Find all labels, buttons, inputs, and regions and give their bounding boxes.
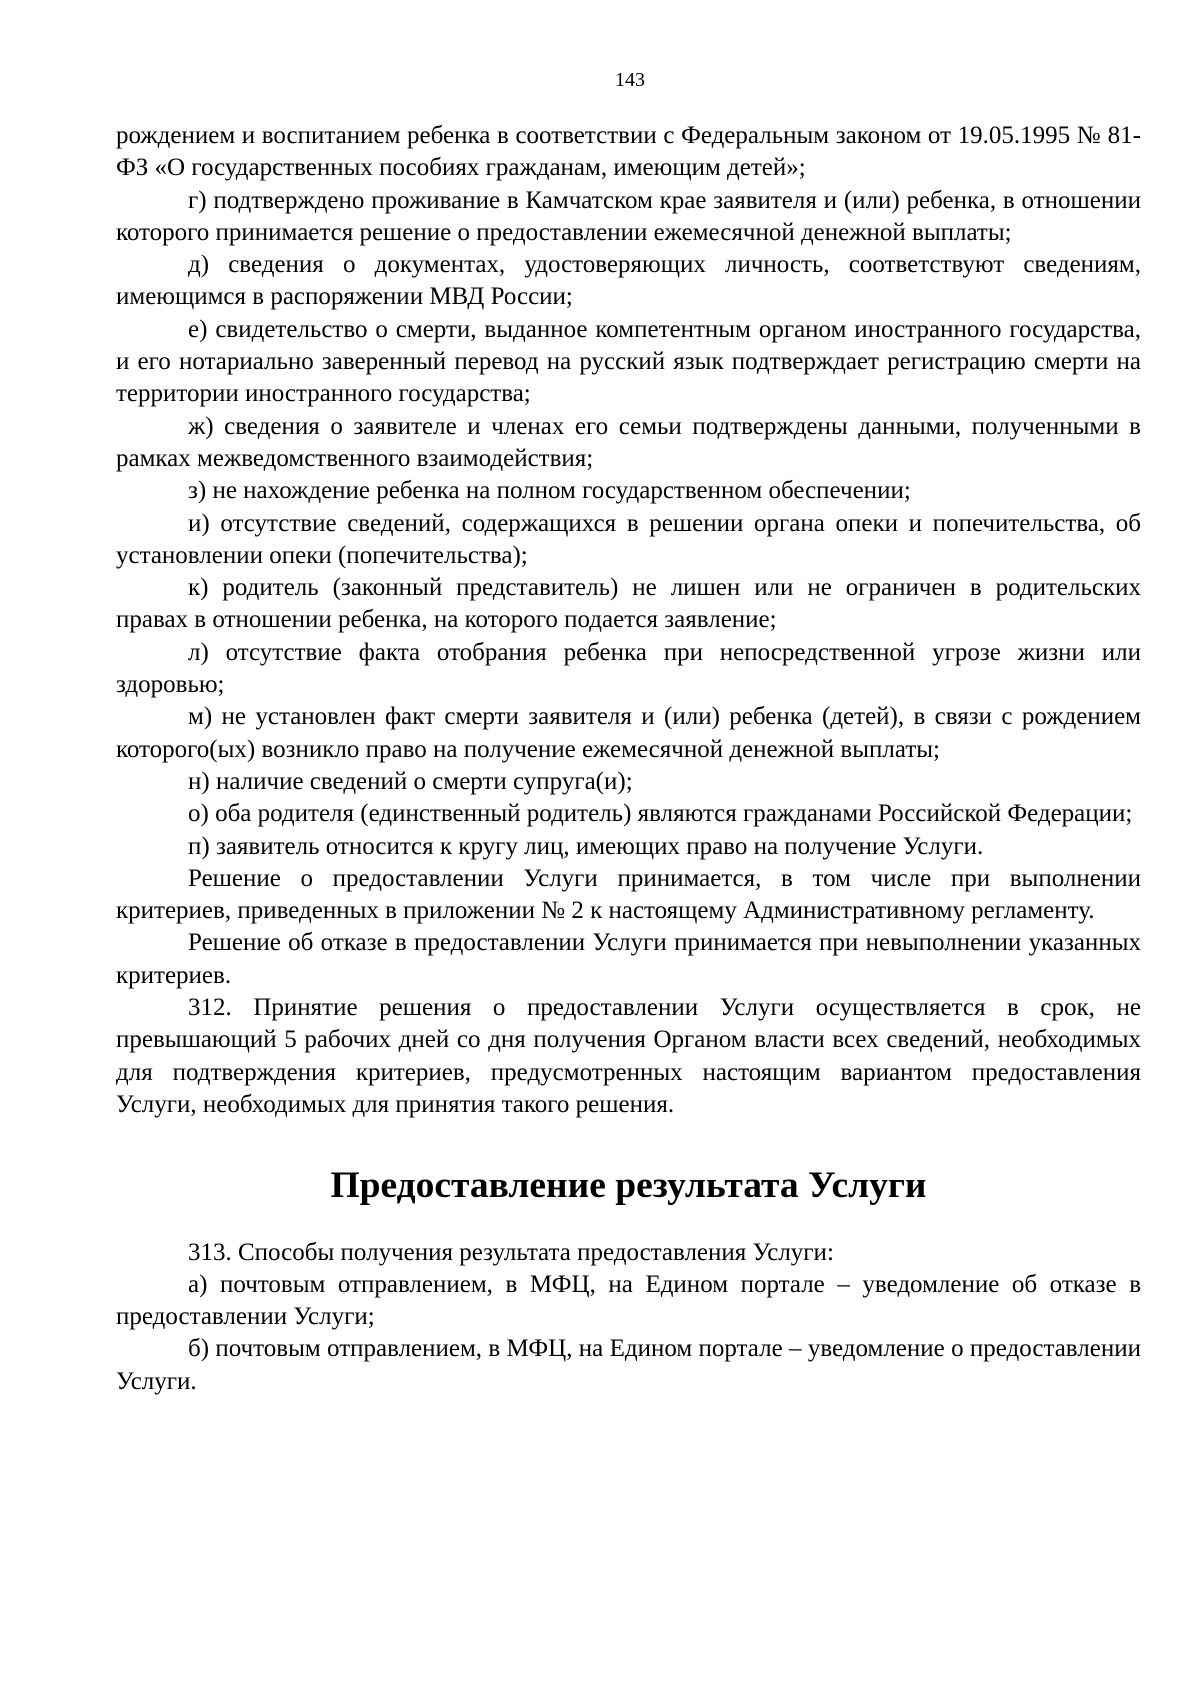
paragraph-313: 313. Способы получения результата предоставления Услуги:: [188, 1238, 834, 1266]
paragraph-item-d: д) сведения о документах, удостоверяющих личность, соответствуют сведениям, имеющимся в распоряжении МВД России;: [116, 251, 1141, 311]
paragraph-decision-refusal: Решение об отказе в предоставлении Услуги принимается при невыполнении указанных критериев.: [116, 929, 1141, 989]
paragraph-item-o: о) оба родителя (единственный родитель) являются гражданами Российской Федерации;: [188, 800, 1133, 828]
paragraph-decision-grant: Решение о предоставлении Услуги принимается, в том числе при выполнении критериев, приведенных в приложении № 2 к настоящему Административному регламенту.: [116, 864, 1141, 925]
paragraph-item-p: п) заявитель относится к кругу лиц, имеющих право на получение Услуги.: [188, 832, 984, 860]
paragraph-313-a: а) почтовым отправлением, в МФЦ, на Едином портале – уведомление об отказе в предоставлении Услуги;: [116, 1270, 1141, 1331]
paragraph-item-g: г) подтверждено проживание в Камчатском крае заявителя и (или) ребенка, в отношении которого принимается решение о предоставлении ежемесячной денежной выплаты;: [116, 186, 1141, 246]
page-number: 143: [615, 69, 645, 91]
paragraph-313-b: б) почтовым отправлением, в МФЦ, на Едином портале – уведомление о предоставлении Услуги.: [116, 1335, 1141, 1395]
paragraph-item-l: л) отсутствие факта отобрания ребенка при непосредственной угрозе жизни или здоровью;: [116, 638, 1141, 699]
paragraph-item-k: к) родитель (законный представитель) не лишен или не ограничен в родительских правах в отношении ребенка, на которого подается заявление;: [116, 574, 1141, 634]
paragraph-continuation: рождением и воспитанием ребенка в соответствии с Федеральным законом от 19.05.1995 № 81-ФЗ «О государственных пособиях гражданам, имеющим детей»;: [116, 122, 1141, 182]
paragraph-item-z: з) не нахождение ребенка на полном государственном обеспечении;: [188, 477, 911, 505]
paragraph-item-m: м) не установлен факт смерти заявителя и (или) ребенка (детей), в связи с рождением которого(ых) возникло право на получение ежемесячной денежной выплаты;: [116, 703, 1141, 763]
paragraph-312: 312. Принятие решения о предоставлении Услуги осуществляется в срок, не превышающий 5 рабочих дней со дня получения Органом власти всех сведений, необходимых для подтверждения критериев, предусмотренных настоящим вариантом предоставления Услуги, необходимых для принятия такого решения.: [116, 994, 1141, 1118]
paragraph-item-e: е) свидетельство о смерти, выданное компетентным органом иностранного государства, и его нотариально заверенный перевод на русский язык подтверждает регистрацию смерти на территории иностранного государства;: [116, 315, 1141, 408]
paragraph-item-i: и) отсутствие сведений, содержащихся в решении органа опеки и попечительства, об установлении опеки (попечительства);: [116, 509, 1141, 569]
section-heading: Предоставление результата Услуги: [330, 1165, 927, 1207]
paragraph-item-n: н) наличие сведений о смерти супруга(и);: [188, 767, 633, 795]
paragraph-item-zh: ж) сведения о заявителе и членах его семьи подтверждены данными, полученными в рамках межведомственного взаимодействия;: [116, 412, 1141, 472]
document-body: [116, 120, 1141, 1398]
